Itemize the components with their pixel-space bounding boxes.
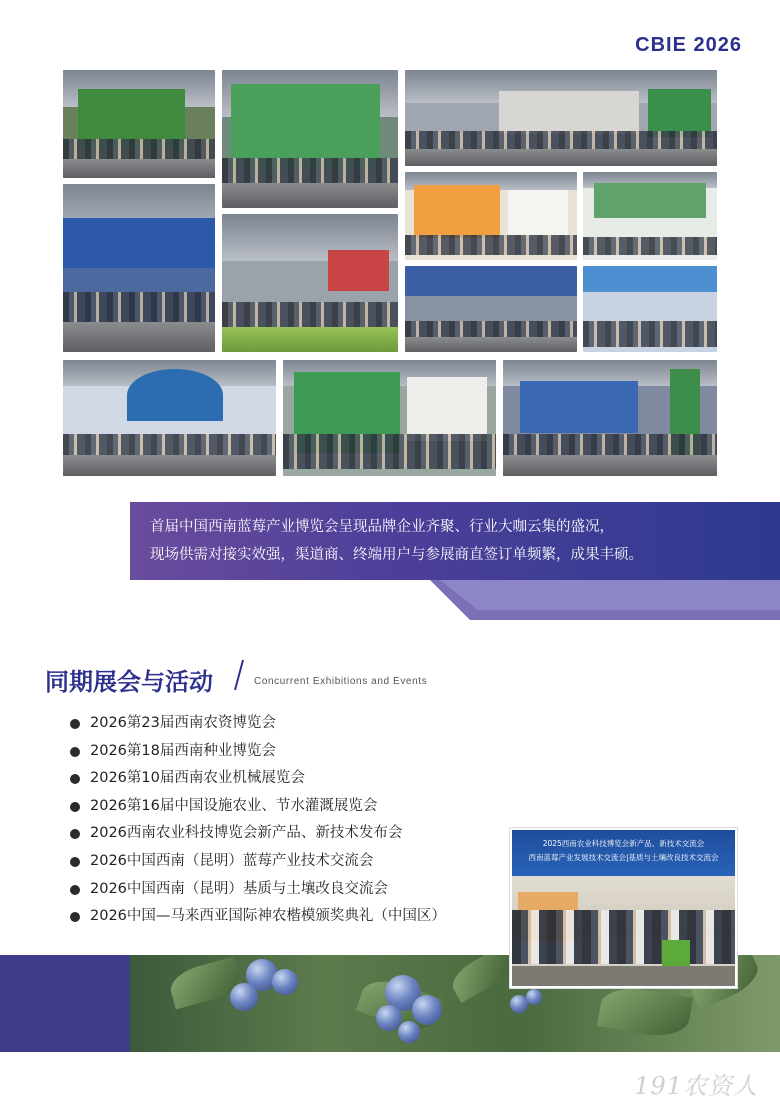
list-item: 2026西南农业科技博览会新产品、新技术发布会 bbox=[70, 820, 446, 848]
gallery-photo bbox=[222, 70, 398, 208]
gallery-photo bbox=[583, 172, 717, 260]
list-item: 2026中国西南（昆明）基质与土壤改良交流会 bbox=[70, 876, 446, 904]
bullet-icon bbox=[70, 747, 80, 757]
seminar-photo bbox=[510, 828, 737, 988]
list-item: 2026中国—马来西亚国际神农楷模颁奖典礼（中国区） bbox=[70, 903, 446, 931]
brand-logo-text: CBIE 2026 bbox=[635, 34, 742, 56]
gallery-photo bbox=[405, 172, 577, 260]
summary-line-1: 首届中国西南蓝莓产业博览会呈现品牌企业齐聚、行业大咖云集的盛况， bbox=[150, 519, 614, 535]
list-item: 2026中国西南（昆明）蓝莓产业技术交流会 bbox=[70, 848, 446, 876]
banner-accent-stripe bbox=[430, 580, 780, 620]
list-item: 2026第16届中国设施农业、节水灌溉展览会 bbox=[70, 793, 446, 821]
bullet-icon bbox=[70, 885, 80, 895]
gallery-photo bbox=[583, 266, 717, 352]
events-list bbox=[70, 710, 446, 931]
watermark-logo: 191农资人 bbox=[634, 1072, 758, 1100]
bullet-icon bbox=[70, 719, 80, 729]
bullet-icon bbox=[70, 774, 80, 784]
gallery-photo bbox=[63, 70, 215, 178]
seminar-banner-line-1: 2025西南农业科技博览会新产品、新技术交流会 bbox=[542, 839, 705, 848]
gallery-photo bbox=[405, 266, 577, 352]
gallery-photo bbox=[222, 214, 398, 352]
list-item: 2026第18届西南种业博览会 bbox=[70, 738, 446, 766]
gallery-photo bbox=[63, 360, 276, 476]
bullet-icon bbox=[70, 857, 80, 867]
section-title: 同期展会与活动 bbox=[45, 668, 213, 696]
section-subtitle: Concurrent Exhibitions and Events bbox=[254, 676, 428, 687]
summary-text bbox=[150, 513, 760, 569]
bullet-icon bbox=[70, 802, 80, 812]
bullet-icon bbox=[70, 912, 80, 922]
bullet-icon bbox=[70, 829, 80, 839]
seminar-banner-line-2: 西南蓝莓产业发展技术交流会|基质与土壤改良技术交流会 bbox=[528, 853, 719, 862]
summary-line-2: 现场供需对接实效强，渠道商、终端用户与参展商直签订单频繁，成果丰硕。 bbox=[150, 547, 643, 563]
gallery-photo bbox=[405, 70, 717, 166]
list-item: 2026第23届西南农资博览会 bbox=[70, 710, 446, 738]
list-item: 2026第10届西南农业机械展览会 bbox=[70, 765, 446, 793]
gallery-photo bbox=[63, 184, 215, 352]
gallery-photo bbox=[283, 360, 496, 476]
title-slash-divider bbox=[232, 658, 246, 692]
gallery-photo bbox=[503, 360, 717, 476]
